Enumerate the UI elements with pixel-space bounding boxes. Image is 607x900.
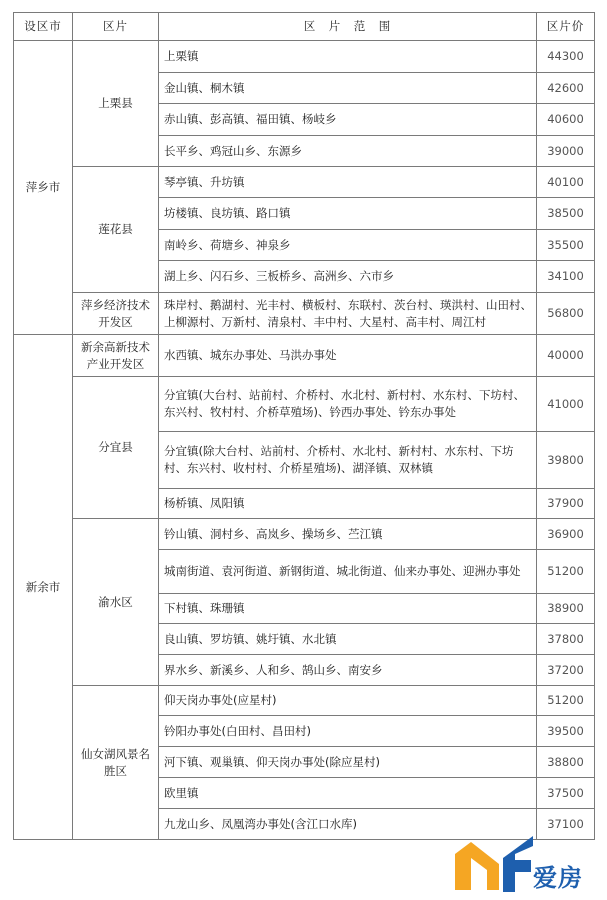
scope-cell: 金山镇、桐木镇	[159, 73, 537, 104]
price-cell: 51200	[537, 550, 595, 594]
price-cell: 44300	[537, 41, 595, 73]
header-area: 设区市	[14, 13, 73, 41]
scope-cell: 坊楼镇、良坊镇、路口镇	[159, 198, 537, 230]
scope-cell: 湖上乡、闪石乡、三板桥乡、高洲乡、六市乡	[159, 261, 537, 293]
price-cell: 39800	[537, 432, 595, 489]
district-cell: 上栗县	[73, 41, 159, 167]
price-cell: 41000	[537, 377, 595, 432]
price-cell: 37900	[537, 489, 595, 519]
price-cell: 40000	[537, 335, 595, 377]
scope-cell: 仰天岗办事处(应星村)	[159, 686, 537, 716]
price-cell: 34100	[537, 261, 595, 293]
scope-cell: 欧里镇	[159, 778, 537, 809]
scope-cell: 赤山镇、彭高镇、福田镇、杨岐乡	[159, 104, 537, 136]
price-cell: 42600	[537, 73, 595, 104]
price-cell: 36900	[537, 519, 595, 550]
district-cell: 分宜县	[73, 377, 159, 519]
table-row	[14, 335, 595, 377]
header-district: 区片	[73, 13, 159, 41]
price-cell: 40600	[537, 104, 595, 136]
scope-cell: 琴亭镇、升坊镇	[159, 167, 537, 198]
table-row	[14, 377, 595, 432]
price-cell: 38500	[537, 198, 595, 230]
price-cell: 39000	[537, 136, 595, 167]
price-cell: 40100	[537, 167, 595, 198]
land-price-table	[13, 12, 594, 852]
scope-cell: 水西镇、城东办事处、马洪办事处	[159, 335, 537, 377]
district-cell: 渝水区	[73, 519, 159, 686]
price-cell: 38900	[537, 594, 595, 624]
price-cell: 35500	[537, 230, 595, 261]
scope-cell: 界水乡、新溪乡、人和乡、鹄山乡、南安乡	[159, 655, 537, 686]
price-cell: 37500	[537, 778, 595, 809]
scope-cell: 九龙山乡、凤凰湾办事处(含江口水库)	[159, 809, 537, 840]
scope-cell: 钤山镇、洞村乡、高岚乡、操场乡、苎江镇	[159, 519, 537, 550]
scope-cell: 珠岸村、鹅湖村、光丰村、横板村、东联村、茨台村、瑛洪村、山田村、上柳源村、万新村、清泉村、丰中村、大星村、高丰村、周江村	[159, 293, 537, 335]
table-header-row	[14, 13, 595, 41]
scope-cell: 河下镇、观巢镇、仰天岗办事处(除应星村)	[159, 747, 537, 778]
scope-cell: 下村镇、珠珊镇	[159, 594, 537, 624]
district-cell: 萍乡经济技术开发区	[73, 293, 159, 335]
header-scope: 区 片 范 围	[159, 13, 537, 41]
scope-cell: 长平乡、鸡冠山乡、东源乡	[159, 136, 537, 167]
scope-cell: 良山镇、罗坊镇、姚圩镇、水北镇	[159, 624, 537, 655]
header-price: 区片价	[537, 13, 595, 41]
logo-text: 爱房	[533, 864, 583, 892]
table-row	[14, 686, 595, 716]
district-cell: 仙女湖风景名胜区	[73, 686, 159, 840]
scope-cell: 分宜镇(除大台村、站前村、介桥村、水北村、新村村、水东村、下坊村、东兴村、收村村、介桥星殖场)、湖泽镇、双林镇	[159, 432, 537, 489]
scope-cell: 钤阳办事处(白田村、昌田村)	[159, 716, 537, 747]
table-row	[14, 293, 595, 335]
scope-cell: 上栗镇	[159, 41, 537, 73]
table-body	[14, 41, 595, 840]
scope-cell: 分宜镇(大台村、站前村、介桥村、水北村、新村村、水东村、下坊村、东兴村、牧村村、介桥草殖场)、钤西办事处、钤东办事处	[159, 377, 537, 432]
price-cell: 37100	[537, 809, 595, 840]
price-cell: 39500	[537, 716, 595, 747]
price-cell: 38800	[537, 747, 595, 778]
table-row	[14, 167, 595, 198]
scope-cell: 城南街道、袁河街道、新钢街道、城北街道、仙来办事处、迎洲办事处	[159, 550, 537, 594]
area-cell: 萍乡市	[14, 41, 73, 335]
price-cell: 51200	[537, 686, 595, 716]
scope-cell: 杨桥镇、凤阳镇	[159, 489, 537, 519]
area-cell: 新余市	[14, 335, 73, 840]
table-row	[14, 519, 595, 550]
price-cell: 37800	[537, 624, 595, 655]
table-row	[14, 41, 595, 73]
price-cell: 37200	[537, 655, 595, 686]
price-cell: 56800	[537, 293, 595, 335]
scope-cell: 南岭乡、荷塘乡、神泉乡	[159, 230, 537, 261]
district-cell: 莲花县	[73, 167, 159, 293]
district-cell: 新余高新技术产业开发区	[73, 335, 159, 377]
